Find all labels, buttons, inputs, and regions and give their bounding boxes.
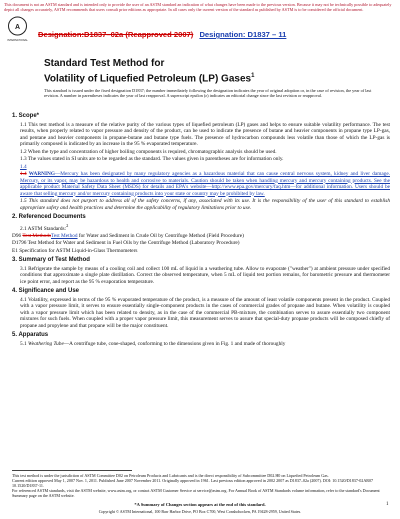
para-1-4-inserted [12, 164, 390, 171]
para-5-1 [12, 341, 390, 348]
ref-inserted-text: Test Method [50, 232, 78, 239]
ref-title: Test Method for Water and Sediment in Fuel Oils by the Centrifuge Method (Laboratory Procedure) [27, 240, 240, 247]
summary-of-changes-note: *A Summary of Changes section appears at the end of this standard. [134, 502, 266, 507]
svg-text:A: A [14, 24, 21, 31]
designation [38, 30, 286, 39]
para-2-1-footnote-mark: 2 [66, 222, 69, 228]
astm-logo [7, 16, 28, 44]
para-2-1-text: 2.1 ASTM Standards: [20, 225, 67, 232]
para-1-4-ins-num: 1.4 [20, 163, 27, 170]
document-title [44, 58, 374, 85]
para-1-5: 1.5 This standard does not purport to address all of the safety concerns, if any, associated with its use. It is the responsibility of the user of this standard to establish appropriate safety and health practices and determine the applicability of regulatory limitations prior to use. [20, 198, 390, 211]
para-5-1-num: 5.1 [20, 340, 27, 347]
warning-text: —Mercury has been designated by many regulatory agencies as a hazardous material that can cause central nervous system, kidney and liver damage. Mercury, or its vapor, may be hazardous to health and corrosive to materials. Caution should be taken when handling mercury and mercury containing products. See the applicable product Material Safety Data Sheet (MSDS) for details and EPA's website—http://www.epa.gov/mercury/faq.htm—for additional information. Users should be aware that selling mercury and/or mercury containing products into your state or country may be prohibited by law. [20, 171, 390, 197]
ref-code: D96 [12, 232, 22, 239]
section-3-heading: 3. Summary of Test Method [12, 257, 90, 264]
ref-code: E1 [12, 247, 18, 254]
footnotes [12, 473, 390, 498]
footnote-divider [12, 470, 132, 471]
para-3-1: 3.1 Refrigerate the sample by means of a cooling coil and collect 100 mL of liquid in a weathering tube. Allow to evaporate ("weather") at ambient pressure under specified conditions that approximate a single plate distillation. Correct the observed temperature, when 5 mL of liquid test portion remains, for barometric pressure and thermometer ice point error, and report as the 95 % evaporation temperature. [20, 265, 390, 285]
title-line-2: Volatility of Liquefied Petroleum (LP) Gases [44, 73, 252, 85]
footnote-1b: Current edition approved May 1, 2007 Nov. 1, 2011. Published June 2007 November 2011. Originally approved in 1961. Last previous edition approved in 2002 2007 as D1837–02a (2007). DOI: 10.1520/D1837-02AR07 10.1520/D1837-11. [12, 478, 374, 489]
title-footnote-mark: 1 [251, 73, 255, 79]
para-4-1: 4.1 Volatility, expressed in terms of the 95 % evaporated temperature of the product, is a measure of the amount of least volatile components present in the product. Coupled with a vapor pressure limit, it serves to ensure essentially single-component products in the cases of commercial grades of propane and butane. When volatility is coupled with a vapor pressure limit which has been related to density, as in the case of the commercial PB-mixture, the combination serves to assure essentially two component mixtures for such fuels. When coupled with a proper vapor pressure limit, this measurement serves to assure that special-duty propane products will be composed chiefly of propane and propylene and that propane will be the major constituent. [20, 296, 390, 329]
section-1-heading: 1. Scope* [12, 113, 40, 119]
section-4-heading: 4. Significance and Use [12, 288, 80, 295]
para-1-3: 1.3 The values stated in SI units are to be regarded as the standard. The values given in parentheses are for information only. [20, 156, 284, 162]
standard-note: This standard is issued under the fixed designation D1837; the number immediately following the designation indicates the year of original adoption or, in the case of revision, the year of last revision. A number in parentheses indicates the year of last reapproval. A superscript epsilon (ε) indicates an editorial change since the last revision or reapproval. [44, 88, 372, 99]
section-2-heading: 2. Referenced Documents [12, 214, 86, 220]
reference-e1 [12, 248, 390, 255]
reference-d96 [12, 233, 390, 240]
document-body [12, 110, 390, 348]
reference-d1796 [12, 240, 390, 247]
para-1-4 [12, 171, 390, 197]
disclaimer-note: This document is not an ASTM standard and is intended only to provide the user of an ASTM standard an indication of what changes have been made to the previous version. Because it may not be technically possible to adequately depict all changes accurately, ASTM recommends that users consult prior editions as appropriate. In all cases only the current version of the standard as published by ASTM is to be considered the official document. [4, 2, 392, 13]
para-2-1 [12, 223, 390, 232]
para-1-4-num: 1.4 [20, 171, 27, 177]
designation-old: Designation:D1837–02a (Reapproved 2007) [38, 30, 194, 39]
logo-caption: INTERNATIONAL [7, 39, 28, 42]
section-5-heading: 5. Apparatus [12, 332, 49, 339]
footnote-1: This test method is under the jurisdiction of ASTM Committee D02 on Petroleum Products and Lubricants and is the direct responsibility of Subcommittee D02.H0 on Liquefied Petroleum Gas. [12, 473, 329, 478]
ref-title: Specification for ASTM Liquid-in-Glass Thermometers [19, 247, 138, 254]
ref-title: for Water and Sediment in Crude Oil by Centrifuge Method (Field Procedure) [77, 232, 244, 239]
para-1-2: 1.2 When the type and concentration of higher boiling components is required, chromatographic analysis should be used. [20, 148, 277, 155]
page-number: 1 [386, 502, 389, 507]
ref-code: D1796 [12, 240, 27, 247]
para-5-1-text: —A centrifuge tube, cone-shaped, conforming to the dimensions given in Fig. 1 and made of thoroughly [63, 340, 286, 347]
footnote-2: For referenced ASTM standards, visit the ASTM website, www.astm.org, or contact ASTM Customer Service at service@astm.org. For Annual Book of ASTM Standards volume information, refer to the standard's Document Summary page on the ASTM website. [12, 488, 380, 499]
copyright-line: Copyright © ASTM International, 100 Barr Harbor Drive, PO Box C700, West Conshohocken, PA 19428-2959, United States. [98, 509, 302, 514]
title-line-1: Standard Test Method for [44, 58, 165, 69]
para-1-1: 1.1 This test method is a measure of the relative purity of the various types of liquefied petroleum (LP) gases and helps to ensure suitable volatility performance. The test results, when properly related to vapor pressure and density of the product, can be used to indicate the presence of butane and heavier components in propane type LP-gas, and pentane and heavier components in propane-butane and butane type fuels. The presence of hydrocarbon compounds less volatile than those of which the LP-gas is primarily composed is indicated by an increase in the 95 % evaporated temperature. [20, 121, 390, 147]
para-5-1-term: Weathering Tube [27, 340, 64, 347]
warning-label: WARNING [28, 171, 55, 177]
designation-new: Designation: D1837 – 11 [199, 30, 287, 39]
ref-deleted-text: Test Methods [22, 232, 51, 239]
